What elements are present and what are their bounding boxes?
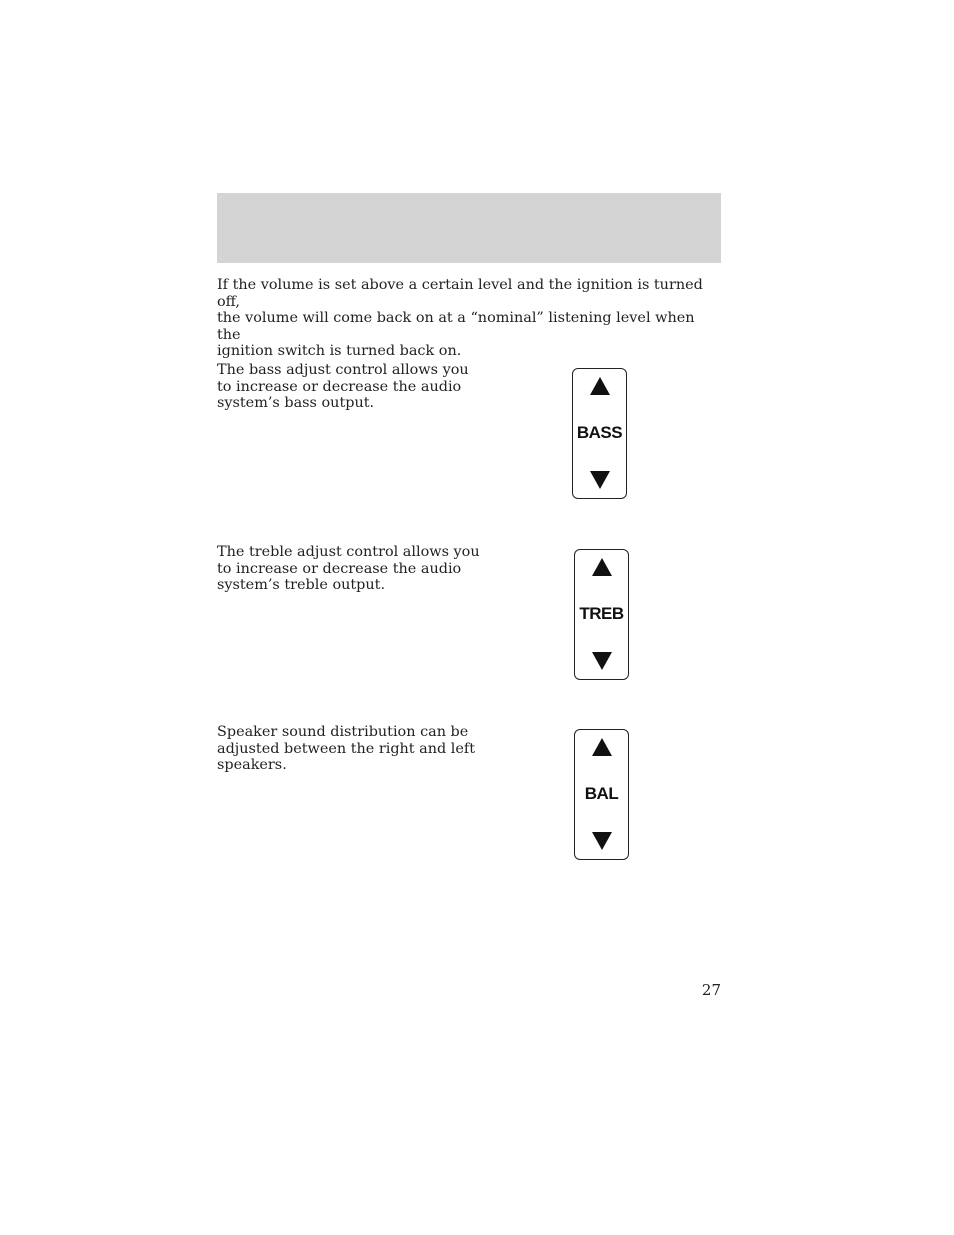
treble-down-arrow-icon[interactable] xyxy=(592,652,612,670)
bass-button-label: BASS xyxy=(576,423,623,442)
balance-down-arrow-icon[interactable] xyxy=(592,832,612,850)
bass-description: The bass adjust control allows you to increase or decrease the audio system’s bass output. xyxy=(217,362,469,411)
volume-nominal-paragraph: If the volume is set above a certain level and the ignition is turned off, the volume will come back on at a “nominal” listening level when the ignition switch is turned back on. xyxy=(217,277,703,359)
bass-down-arrow-icon[interactable] xyxy=(590,471,610,489)
bass-up-arrow-icon[interactable] xyxy=(590,377,610,395)
balance-button-label: BAL xyxy=(584,784,619,803)
balance-description: Speaker sound distribution can be adjusted between the right and left speakers. xyxy=(217,724,476,773)
balance-control-button[interactable] xyxy=(574,729,629,860)
treble-button-label: TREB xyxy=(579,604,624,623)
page-number: 27 xyxy=(701,981,721,999)
section-header-bar xyxy=(217,193,721,263)
balance-up-arrow-icon[interactable] xyxy=(592,738,612,756)
treble-description: The treble adjust control allows you to increase or decrease the audio system’s treble output. xyxy=(217,544,480,593)
bass-control-button[interactable] xyxy=(572,368,627,499)
treble-up-arrow-icon[interactable] xyxy=(592,558,612,576)
treble-control-button[interactable] xyxy=(574,549,629,680)
